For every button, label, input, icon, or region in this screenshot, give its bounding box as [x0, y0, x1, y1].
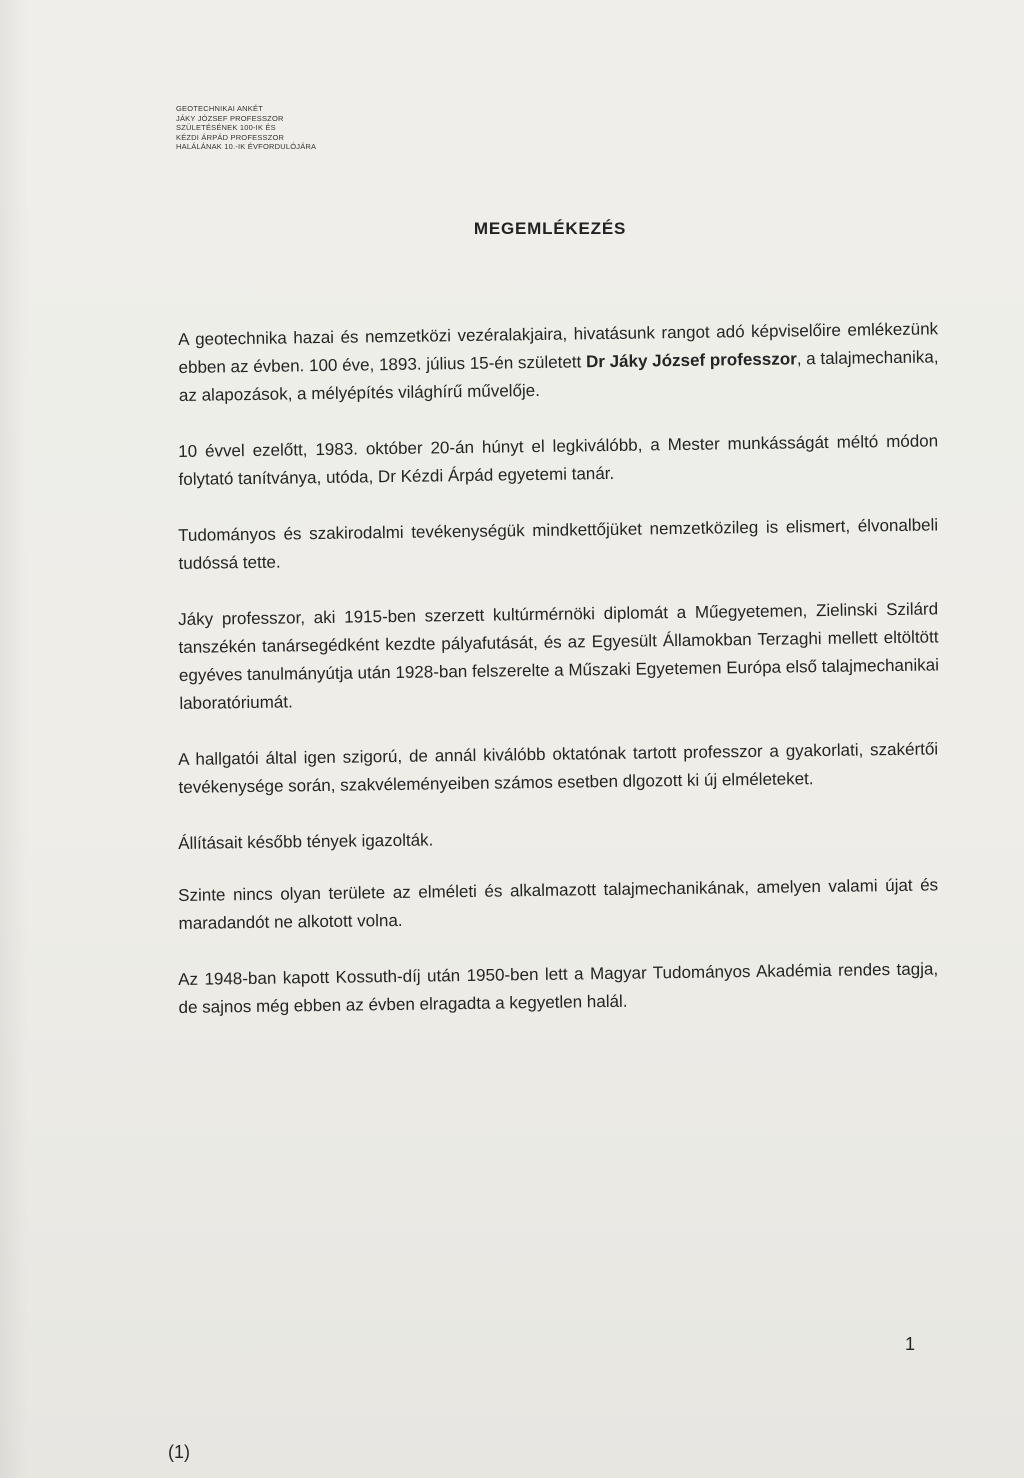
header-line: SZÜLETÉSÉNEK 100-IK ÉS: [176, 123, 276, 132]
paragraph-5: [178, 735, 939, 802]
paragraph-8: [178, 955, 939, 1022]
paragraph-3: [178, 511, 939, 578]
paragraph-text: , a talajmechanika, az alapozások, a mélyépítés világhírű művelője.: [178, 347, 939, 405]
paragraph-text: Az 1948-ban kapott Kossuth-díj után 1950-ben lett a Magyar Tudományos Akadémia rendes tagja, de sajnos még ebben az évben elragadta a kegyetlen halál.: [178, 959, 939, 1017]
event-header: [176, 104, 456, 152]
paragraph-text: Állításait később tények igazolták.: [178, 830, 434, 853]
paragraph-6: [178, 819, 938, 858]
page-title: MEGEMLÉKEZÉS: [473, 219, 627, 238]
header-line: GEOTECHNIKAI ANKÉT: [176, 104, 263, 113]
header-line: HALÁLÁNAK 10.-IK ÉVFORDULÓJÁRA: [176, 142, 317, 151]
document-body: [178, 319, 940, 1050]
paragraph-4: [178, 595, 939, 718]
paragraph-7: [178, 871, 939, 938]
paragraph-2: [178, 427, 939, 494]
paragraph-text: 10 évvel ezelőtt, 1983. október 20-án húnyt el legkiválóbb, a Mester munkásságát méltó módon folytató tanítványa, utóda, Dr Kézdi Árpád egyetemi tanár.: [178, 431, 939, 489]
header-line: JÁKY JÓZSEF PROFESSZOR: [176, 113, 284, 123]
paragraph-1: [178, 315, 939, 410]
paragraph-text: A hallgatói által igen szigorú, de annál kiválóbb oktatónak tartott professzor a gyakorlati, szakértői tevékenysége során, szakvéleményeiben számos esetben dlgozott ki új elméleteket.: [178, 739, 939, 797]
footnote-number: (1): [168, 1442, 190, 1462]
paragraph-text: Jáky professzor, aki 1915-ben szerzett kultúrmérnöki diplomát a Műegyetemen, Zielinski Szilárd tanszékén tanársegédként kezdte pályafutását, és az Egyesült Államokban Terzaghi mellett eltöltött egyéves tanulmányútja után 1928-ban felszerelte a Műszaki Egyetemen Európa első talajmechanikai laboratóriumát.: [178, 599, 940, 713]
paragraph-text: A geotechnika hazai és nemzetközi vezéralakjaira, hivatásunk rangot adó képviselőire emlékezünk ebben az évben. 100 éve, 1893. július 15-én született: [178, 319, 939, 377]
paragraph-text: Szinte nincs olyan területe az elméleti és alkalmazott talajmechanikának, amelyen valami újat és maradandót ne alkotott volna.: [178, 875, 939, 933]
header-line: KÉZDI ÁRPÁD PROFESSZOR: [176, 132, 285, 142]
emphasized-name: Dr Jáky József professzor: [585, 349, 797, 372]
paragraph-text: Tudományos és szakirodalmi tevékenységük mindkettőjüket nemzetközileg is elismert, élvonalbeli tudóssá tette.: [178, 515, 939, 573]
page-number: 1: [905, 1334, 916, 1354]
